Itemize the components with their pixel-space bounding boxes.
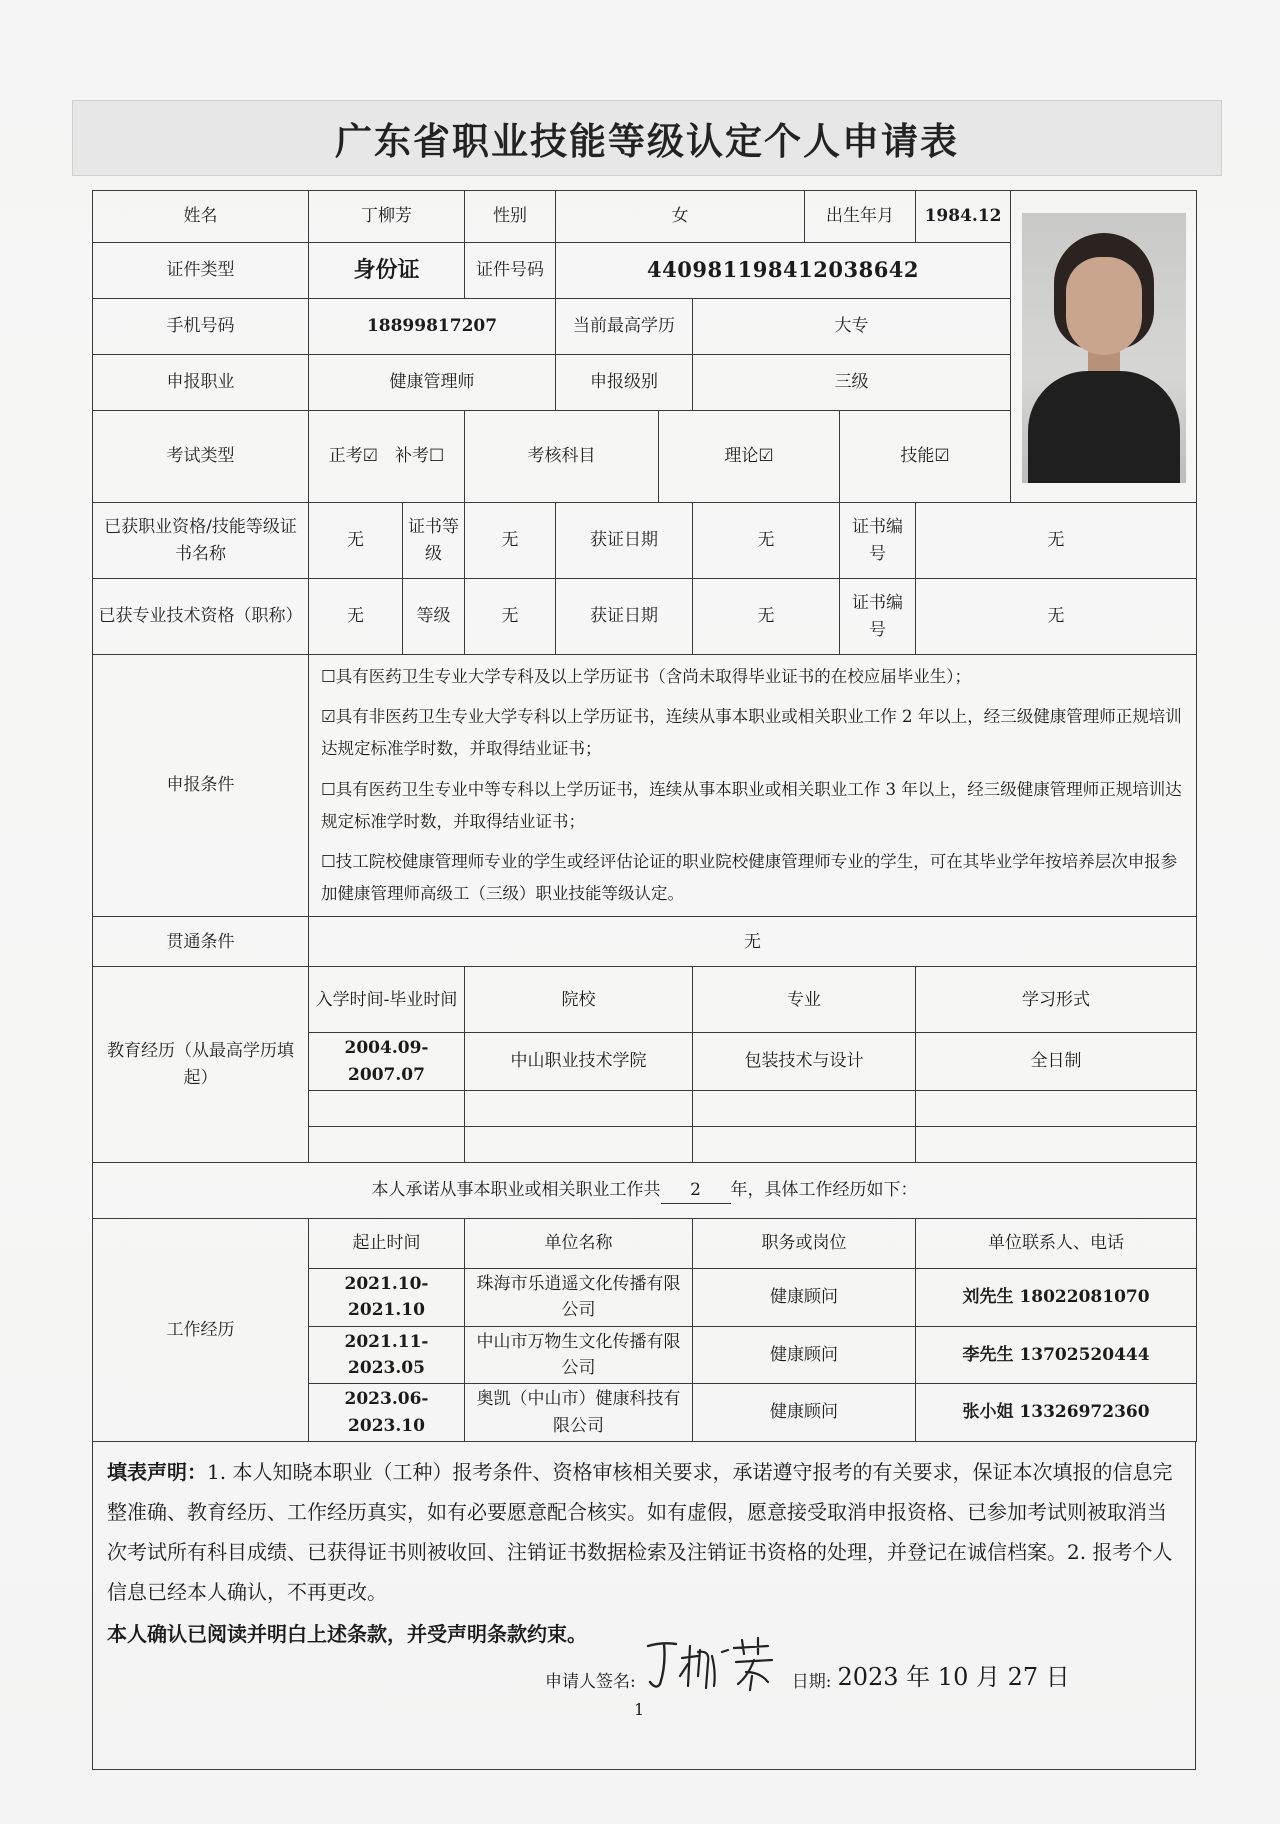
value-birth: 1984.12 xyxy=(916,191,1011,243)
edu-cell xyxy=(916,1090,1197,1126)
edu-cell xyxy=(693,1126,916,1162)
label-work-history: 工作经历 xyxy=(93,1218,309,1441)
promise-years: 2 xyxy=(661,1177,731,1204)
value-prof-date: 无 xyxy=(693,579,840,655)
title-bar xyxy=(72,100,1222,176)
label-cert-level: 证书等级 xyxy=(403,503,465,579)
signature-row xyxy=(545,1632,1070,1692)
label-education: 当前最高学历 xyxy=(556,299,693,355)
value-qual-number: 无 xyxy=(916,503,1197,579)
application-table xyxy=(92,190,1197,1442)
work-header: 起止时间 xyxy=(309,1218,465,1268)
work-cell: 张小姐 13326972360 xyxy=(916,1384,1197,1442)
condition-item: ☐具有医药卫生专业中等专科以上学历证书，连续从事本职业或相关职业工作 3 年以上，经三级健康管理师正规培训达规定标准学时数，并取得结业证书； xyxy=(321,779,1182,831)
value-education: 大专 xyxy=(693,299,1011,355)
edu-cell: 中山职业技术学院 xyxy=(465,1033,693,1091)
work-promise xyxy=(93,1162,1197,1218)
promise-prefix: 本人承诺从事本职业或相关职业工作共 xyxy=(371,1179,661,1200)
work-cell: 健康顾问 xyxy=(693,1268,916,1326)
label-level: 申报级别 xyxy=(556,355,693,411)
promise-suffix: 年，具体工作经历如下： xyxy=(730,1179,918,1200)
date-label: 日期: xyxy=(791,1672,832,1692)
value-prof-name: 无 xyxy=(309,579,403,655)
label-edu-history: 教育经历（从最高学历填起） xyxy=(93,967,309,1163)
value-qual-level: 无 xyxy=(465,503,556,579)
work-cell: 2023.06-2023.10 xyxy=(309,1384,465,1442)
label-gender: 性别 xyxy=(465,191,556,243)
condition-item: ☐具有医药卫生专业大学专科及以上学历证书（含尚未取得毕业证书的在校应届毕业生）； xyxy=(321,667,972,686)
label-cert-no: 证书编号 xyxy=(840,503,916,579)
work-cell: 健康顾问 xyxy=(693,1384,916,1442)
edu-cell xyxy=(309,1090,465,1126)
value-id-type: 身份证 xyxy=(309,243,465,299)
date-value: 2023 年 10 月 27 日 xyxy=(837,1663,1070,1691)
edu-cell: 2004.09-2007.07 xyxy=(309,1033,465,1091)
label-exam-type: 考试类型 xyxy=(93,411,309,503)
applicant-photo xyxy=(1022,213,1186,483)
work-header: 单位名称 xyxy=(465,1218,693,1268)
label-conditions: 申报条件 xyxy=(93,655,309,917)
work-cell: 2021.11-2023.05 xyxy=(309,1326,465,1384)
label-grade: 等级 xyxy=(403,579,465,655)
edu-cell xyxy=(309,1126,465,1162)
value-level: 三级 xyxy=(693,355,1011,411)
value-qual-name: 无 xyxy=(309,503,403,579)
edu-cell xyxy=(916,1126,1197,1162)
value-gender: 女 xyxy=(556,191,805,243)
declaration-text xyxy=(107,1452,1181,1612)
value-skill: 技能☑ xyxy=(840,411,1011,503)
declaration-body: 1. 本人知晓本职业（工种）报考条件、资格审核相关要求，承诺遵守报考的有关要求，保证本次填报的信息完整准确、教育经历、工作经历真实，如有必要愿意配合核实。如有虚假，愿意接受取消申报资格、已参加考试则被取消当次考试所有科目成绩、已获得证书则被收回、注销证书数据检索及注销证书资格的处理，并登记在诚信档案。2. 报考个人信息已经本人确认，不再更改。 xyxy=(107,1460,1173,1604)
label-phone: 手机号码 xyxy=(93,299,309,355)
work-cell: 中山市万物生文化传播有限公司 xyxy=(465,1326,693,1384)
edu-cell: 包装技术与设计 xyxy=(693,1033,916,1091)
work-cell: 刘先生 18022081070 xyxy=(916,1268,1197,1326)
condition-item: ☑具有非医药卫生专业大学专科以上学历证书，连续从事本职业或相关职业工作 2 年以上，经三级健康管理师正规培训达规定标准学时数，并取得结业证书； xyxy=(321,707,1182,759)
photo-cell xyxy=(1011,191,1197,503)
value-qual-date: 无 xyxy=(693,503,840,579)
label-prof-no: 证书编号 xyxy=(840,579,916,655)
condition-item: ☐技工院校健康管理师专业的学生或经评估论证的职业院校健康管理师专业的学生，可在其毕业学年按培养层次申报参加健康管理师高级工（三级）职业技能等级认定。 xyxy=(321,851,1178,904)
declaration-confirm: 本人确认已阅读并明白上述条款，并受声明条款约束。 xyxy=(107,1622,587,1646)
work-cell: 2021.10-2021.10 xyxy=(309,1268,465,1326)
page-number: 1 xyxy=(634,1700,645,1719)
handwritten-signature xyxy=(642,1632,782,1692)
work-cell: 珠海市乐逍遥文化传播有限公司 xyxy=(465,1268,693,1326)
work-header: 单位联系人、电话 xyxy=(916,1218,1197,1268)
declaration-box xyxy=(92,1442,1196,1770)
work-cell: 奥凯（中山市）健康科技有限公司 xyxy=(465,1384,693,1442)
edu-header: 院校 xyxy=(465,967,693,1033)
value-name: 丁柳芳 xyxy=(309,191,465,243)
label-id-number: 证件号码 xyxy=(465,243,556,299)
value-phone: 18899817207 xyxy=(309,299,556,355)
value-occupation: 健康管理师 xyxy=(309,355,556,411)
value-theory: 理论☑ xyxy=(659,411,840,503)
edu-header: 入学时间-毕业时间 xyxy=(309,967,465,1033)
label-prof-date: 获证日期 xyxy=(556,579,693,655)
edu-header: 学习形式 xyxy=(916,967,1197,1033)
label-prof-title: 已获专业技术资格（职称） xyxy=(93,579,309,655)
label-qual-cert: 已获职业资格/技能等级证书名称 xyxy=(93,503,309,579)
edu-cell xyxy=(465,1126,693,1162)
value-id-number: 440981198412038642 xyxy=(556,243,1011,299)
label-obtain-date: 获证日期 xyxy=(556,503,693,579)
label-through: 贯通条件 xyxy=(93,917,309,967)
form-title: 广东省职业技能等级认定个人申请表 xyxy=(335,119,959,163)
edu-cell: 全日制 xyxy=(916,1033,1197,1091)
value-prof-number: 无 xyxy=(916,579,1197,655)
declaration-head: 填表声明： xyxy=(107,1460,207,1484)
value-through: 无 xyxy=(309,917,1197,967)
edu-cell xyxy=(465,1090,693,1126)
label-name: 姓名 xyxy=(93,191,309,243)
edu-cell xyxy=(693,1090,916,1126)
label-birth: 出生年月 xyxy=(805,191,916,243)
label-subjects: 考核科目 xyxy=(465,411,659,503)
sign-label: 申请人签名: xyxy=(545,1672,636,1692)
label-occupation: 申报职业 xyxy=(93,355,309,411)
conditions-cell xyxy=(309,655,1197,917)
edu-header: 专业 xyxy=(693,967,916,1033)
label-id-type: 证件类型 xyxy=(93,243,309,299)
work-cell: 健康顾问 xyxy=(693,1326,916,1384)
work-header: 职务或岗位 xyxy=(693,1218,916,1268)
value-exam-type: 正考☑ 补考☐ xyxy=(309,411,465,503)
work-cell: 李先生 13702520444 xyxy=(916,1326,1197,1384)
value-prof-level: 无 xyxy=(465,579,556,655)
